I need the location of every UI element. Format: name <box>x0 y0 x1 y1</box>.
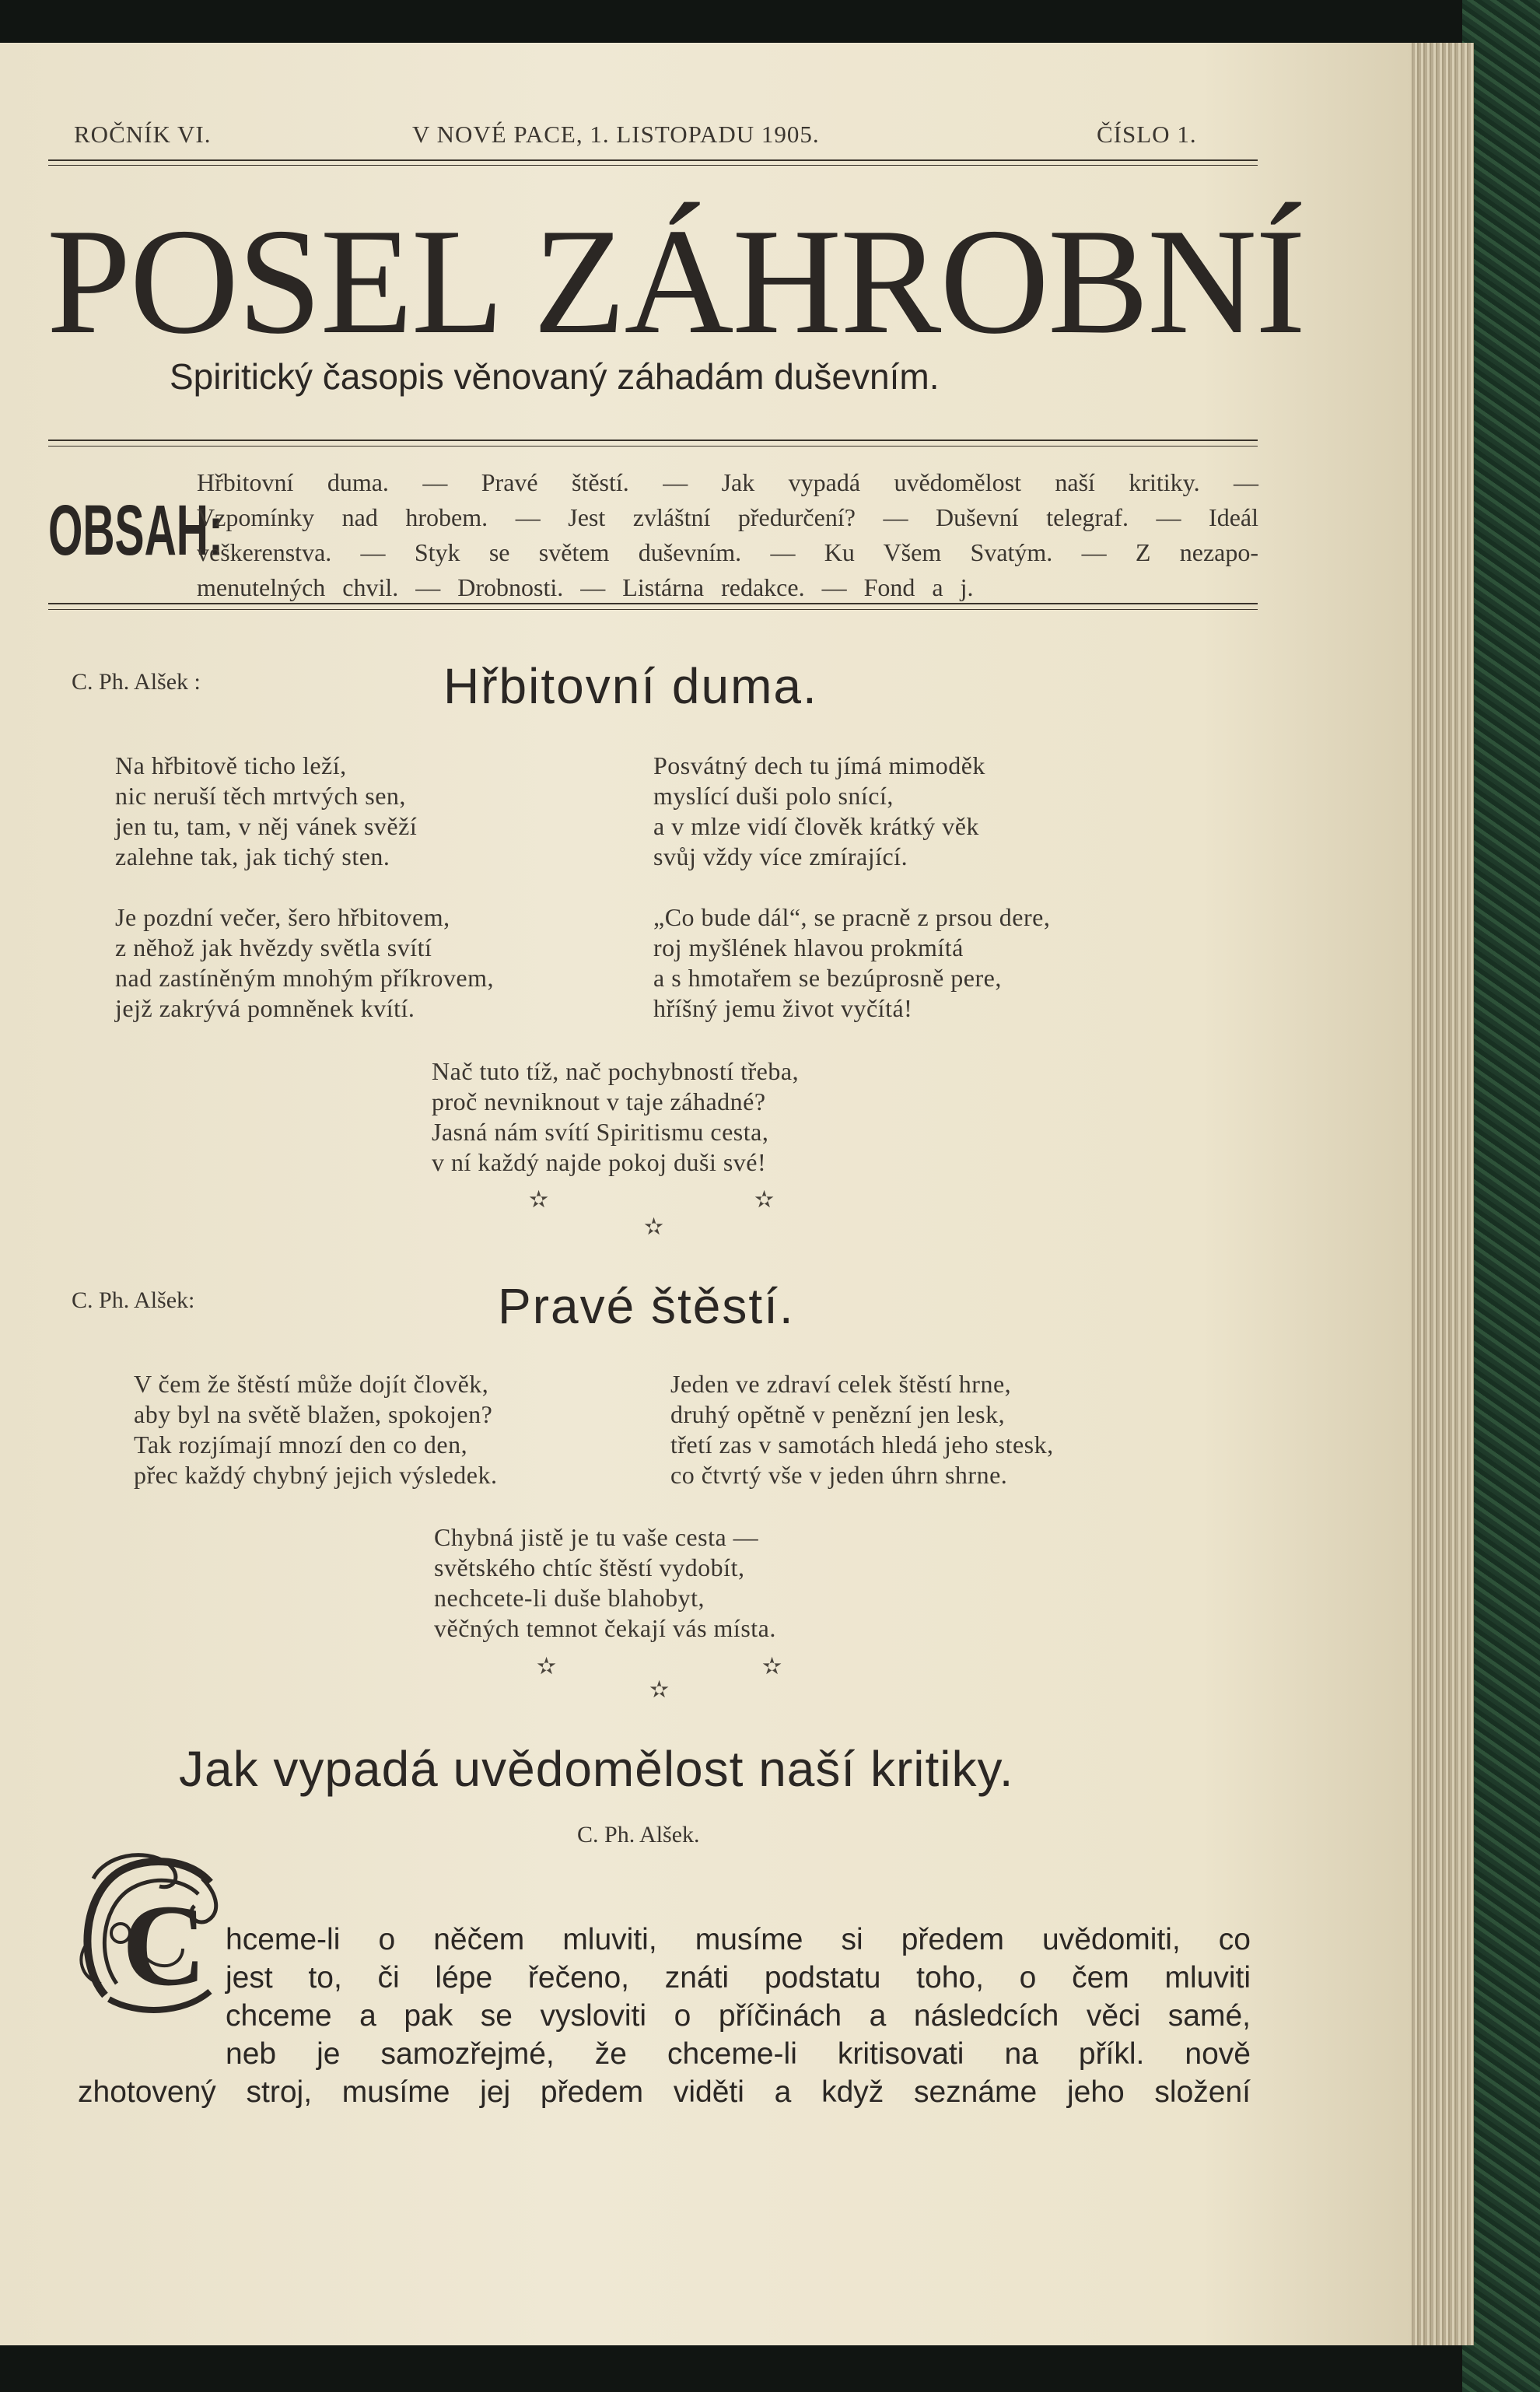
verse-line: Je pozdní večer, šero hřbitovem, <box>115 903 450 931</box>
poem1-right-column <box>653 751 1050 1024</box>
star-icon: ✫ <box>649 1676 670 1704</box>
verse-line: hříšný jemu život vyčítá! <box>653 994 913 1022</box>
contents-list <box>197 465 1258 605</box>
contents-label: OBSAH: <box>48 491 223 570</box>
verse-line: jen tu, tam, v něj vánek svěží <box>115 812 418 840</box>
contents-line: menutelných chvil. — Drobnosti. — Listárna redakce. — Fond a j. <box>197 573 974 601</box>
body-line: jest to, či lépe řečeno, znáti podstatu toho, o čem mluviti <box>226 1961 1251 1995</box>
verse-line: a v mlze vidí člověk krátký věk <box>653 812 979 840</box>
verse-line: světského chtíc štěstí vydobít, <box>434 1553 745 1581</box>
poem1-final-stanza <box>432 1056 799 1178</box>
body-line: hceme-li o něčem mluviti, musíme si předem uvědomiti, co <box>226 1923 1251 1956</box>
body-line: chceme a pak se vysloviti o příčinách a následcích věci samé, <box>226 1999 1251 2033</box>
verse-line: nechcete-li duše blahobyt, <box>434 1584 705 1612</box>
verse-line: z něhož jak hvězdy světla svítí <box>115 933 432 961</box>
contents-bottom-rule-2 <box>48 609 1258 610</box>
verse-line: nad zastíněným mnohým příkrovem, <box>115 964 495 992</box>
drop-cap-ornament <box>74 1847 229 2019</box>
article-body-indented <box>226 1921 1251 2073</box>
volume-label: ROČNÍK VI. <box>74 121 212 148</box>
poem2-final-stanza <box>434 1522 776 1644</box>
article-title: Jak vypadá uvědomělost naší kritiky. <box>179 1741 1014 1797</box>
poem1-author: C. Ph. Alšek : <box>72 669 201 695</box>
contents-bottom-rule <box>48 603 1258 604</box>
star-icon: ✫ <box>762 1653 782 1680</box>
poem1-left-column <box>115 751 494 1024</box>
contents-line: veškerenstva. — Styk se světem duševním. — Ku Všem Svatým. — Z nezapo- <box>197 538 1258 566</box>
verse-line: Chybná jistě je tu vaše cesta — <box>434 1523 759 1551</box>
header-rule-2 <box>48 165 1258 166</box>
verse-line: myslící duši polo snící, <box>653 782 894 810</box>
journal-page <box>0 43 1412 2345</box>
contents-top-rule-2 <box>48 446 1258 447</box>
verse-line: třetí zas v samotách hledá jeho stesk, <box>670 1431 1054 1459</box>
verse-line: V čem že štěstí může dojít člověk, <box>134 1370 489 1398</box>
verse-line: druhý opětně v penězní jen lesk, <box>670 1400 1006 1428</box>
contents-top-rule <box>48 440 1258 441</box>
verse-line: proč nevniknout v taje záhadné? <box>432 1087 766 1115</box>
verse-line: v ní každý najde pokoj duši své! <box>432 1148 767 1176</box>
contents-line: Hřbitovní duma. — Pravé štěstí. — Jak vypadá uvědomělost naší kritiky. — <box>197 468 1258 496</box>
place-date: V NOVÉ PACE, 1. LISTOPADU 1905. <box>412 121 820 148</box>
masthead-subtitle: Spiritický časopis věnovaný záhadám duševním. <box>170 356 940 397</box>
poem2-title: Pravé štěstí. <box>498 1278 795 1334</box>
star-icon: ✫ <box>537 1653 557 1680</box>
article-body-full <box>78 2073 1251 2111</box>
poem2-author: C. Ph. Alšek: <box>72 1287 195 1313</box>
contents-line: Vzpomínky nad hrobem. — Jest zvláštní předurčení? — Duševní telegraf. — Ideál <box>197 503 1258 531</box>
verse-line: svůj vždy více zmírající. <box>653 842 908 870</box>
header-rule <box>48 159 1258 161</box>
poem2-left-column <box>134 1369 498 1490</box>
verse-line: Jeden ve zdraví celek štěstí hrne, <box>670 1370 1012 1398</box>
issue-number: ČÍSLO 1. <box>1097 121 1197 148</box>
verse-line: Nač tuto tíž, nač pochybností třeba, <box>432 1057 800 1085</box>
stanza-gap <box>115 872 494 902</box>
verse-line: Na hřbitově ticho leží, <box>115 751 347 779</box>
poem2-right-column <box>670 1369 1054 1490</box>
star-icon: ✫ <box>529 1186 549 1214</box>
verse-line: přec každý chybný jejich výsledek. <box>134 1461 498 1489</box>
verse-line: jejž zakrývá pomněnek kvítí. <box>115 994 415 1022</box>
verse-line: aby byl na světě blažen, spokojen? <box>134 1400 493 1428</box>
stanza-gap <box>653 872 1050 902</box>
masthead-title: POSEL ZÁHROBNÍ <box>47 198 1304 366</box>
verse-line: věčných temnot čekají vás místa. <box>434 1614 776 1642</box>
body-line: neb je samozřejmé, že chceme-li kritisovati na příkl. nově <box>226 2037 1251 2071</box>
star-icon: ✫ <box>754 1186 775 1214</box>
verse-line: a s hmotařem se bezúprosně pere, <box>653 964 1002 992</box>
book-cover <box>1462 0 1540 2392</box>
poem1-title: Hřbitovní duma. <box>443 658 818 714</box>
verse-line: co čtvrtý vše v jeden úhrn shrne. <box>670 1461 1008 1489</box>
article-author: C. Ph. Alšek. <box>577 1822 700 1847</box>
verse-line: Tak rozjímají mnozí den co den, <box>134 1431 468 1459</box>
verse-line: Jasná nám svítí Spiritismu cesta, <box>432 1118 769 1146</box>
verse-line: „Co bude dál“, se pracně z prsou dere, <box>653 903 1051 931</box>
body-line: zhotovený stroj, musíme jej předem viděti a když seznáme jeho složení <box>78 2075 1251 2109</box>
verse-line: roj myšlének hlavou prokmítá <box>653 933 964 961</box>
drop-cap-letter: C <box>122 1881 207 2010</box>
verse-line: zalehne tak, jak tichý sten. <box>115 842 390 870</box>
star-icon: ✫ <box>644 1214 664 1241</box>
verse-line: Posvátný dech tu jímá mimoděk <box>653 751 985 779</box>
verse-line: nic neruší těch mrtvých sen, <box>115 782 406 810</box>
